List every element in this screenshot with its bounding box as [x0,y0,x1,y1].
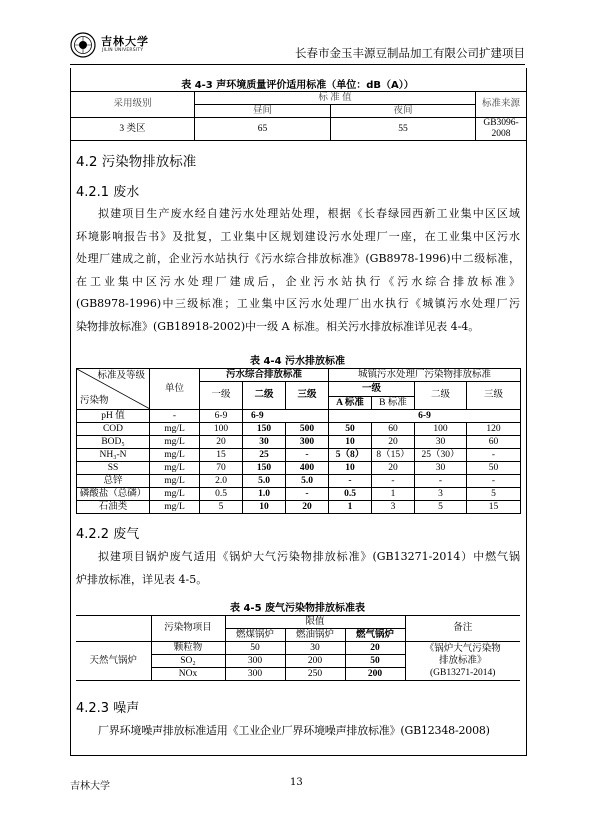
col-coal: 燃煤锅炉 [225,629,285,642]
pollutant-name: 石油类 [77,501,150,514]
pollutant-value: 100 [415,423,467,436]
pollutant-value: 20 [200,436,243,449]
paragraph-line: 染物排放标准》(GB18918-2002)中一级 A 标准。相关污水排放标准详见表 4-4。 [76,319,480,333]
table-4-5-caption: 表 4-5 废气污染物排放标准表 [229,603,366,614]
section-4-2-2-heading: 4.2.2 废气 [76,527,140,542]
section-4-2-1-heading: 4.2.1 废水 [76,185,140,200]
pollutant-value: 70 [200,462,243,475]
table-row [77,423,521,436]
pollutant-value: 5 [467,488,521,501]
table-row [77,501,521,514]
pollutant-value: 10 [243,501,286,514]
g2-b-standard: B 标准 [372,397,415,410]
section-4-2-3-heading: 4.2.3 噪声 [76,701,140,716]
pollutant-unit: mg/L [150,423,200,436]
paragraph-line: 炉排放标准，详见表 4-5。 [76,572,208,586]
diag-top-label: 标准及等级 [97,371,145,381]
pollutant-value: 120 [467,423,521,436]
pollutant-value: 25 [243,449,286,462]
pollutant-value: 1.0 [243,488,286,501]
cell-level: 3 类区 [71,118,195,141]
logo-subtitle: JILIN UNIVERSITY [102,48,144,53]
col-oil: 燃油锅炉 [285,629,345,642]
row-ph-v2: 6-9 [243,410,329,423]
row-name: NOx [151,668,225,681]
pollutant-value: 150 [243,462,286,475]
row-ph-v4: 6-9 [329,410,521,423]
table-row [77,449,521,462]
row-oil: 30 [285,642,345,655]
pollutant-value: 5（8） [329,449,372,462]
pollutant-value: 300 [286,436,329,449]
row-gas: 20 [345,642,405,655]
paragraph-line: 厂界环境噪声排放标准适用《工业企业厂界环境噪声排放标准》(GB12348-2008) [98,724,490,737]
pollutant-value: - [372,475,415,488]
col-gas: 燃气锅炉 [345,629,405,642]
table-4-4-body [77,423,521,514]
boiler-type: 天然气锅炉 [76,642,151,681]
pollutant-unit: mg/L [150,475,200,488]
group-integrated-standard: 污水综合排放标准 [200,369,329,382]
note-line: 《锅炉大气污染物 [424,644,501,654]
university-logo [70,30,190,62]
g2-level-3: 三级 [467,382,521,410]
row-name: SO₂ [151,655,225,668]
pollutant-value: 50 [329,423,372,436]
g2-level-1: 一级 [329,382,415,397]
g2-a-standard: A 标准 [329,397,372,410]
wastewater-paragraph [76,203,520,339]
table-4-5 [76,615,520,681]
pollutant-name: 总锌 [77,475,150,488]
g2-level-2: 二级 [415,382,467,410]
pollutant-value: 15 [200,449,243,462]
pollutant-value: 8（15） [372,449,415,462]
pollutant-value: - [467,475,521,488]
table-row [77,462,521,475]
paragraph-line: 环境影响报告书》及批复，工业集中区规划建设污水处理厂一座，在工业集中区污水 [76,229,520,243]
pollutant-value: - [286,449,329,462]
col-item: 污染物项目 [151,616,225,642]
pollutant-value: 20 [286,501,329,514]
pollutant-unit: mg/L [150,436,200,449]
footer-org: 吉林大学 [70,781,110,792]
col-note: 备注 [405,616,520,642]
row-gas: 50 [345,655,405,668]
pollutant-value: 5 [415,501,467,514]
paragraph-line: 拟建项目生产废水经自建污水处理站处理，根据《长春绿园西新工业集中区区域 [98,207,520,220]
section-4-2-heading: 4.2 污染物排放标准 [76,154,197,170]
cell-day: 65 [195,118,331,141]
noise-paragraph [76,720,520,743]
blank-cell [76,616,151,642]
pollutant-value: 400 [286,462,329,475]
pollutant-value: 30 [243,436,286,449]
pollutant-value: 5.0 [243,475,286,488]
row-oil: 200 [285,655,345,668]
page-header [70,30,525,65]
col-limit: 限值 [225,616,405,629]
row-coal: 300 [225,668,285,681]
pollutant-value: 2.0 [200,475,243,488]
note-line: (GB13271-2014) [430,668,496,678]
table-row [77,475,521,488]
pollutant-value: 25（30） [415,449,467,462]
col-day: 昼间 [195,105,331,118]
pollutant-value: 10 [329,462,372,475]
row-gas: 200 [345,668,405,681]
project-title: 长春市金玉丰源豆制品加工有限公司扩建项目 [295,46,525,60]
pollutant-value: - [467,449,521,462]
table-4-4 [76,368,521,514]
pollutant-name: COD [77,423,150,436]
pollutant-name: BOD₅ [77,436,150,449]
pollutant-unit: mg/L [150,501,200,514]
pollutant-value: 20 [372,436,415,449]
paragraph-line: (GB8978-1996)中三级标准；工业集中区污水处理厂出水执行《城镇污水处理厂污 [76,297,520,311]
cell-source: GB3096-2008 [476,118,527,141]
group-urban-standard: 城镇污水处理厂污染物排放标准 [329,369,521,382]
pollutant-name: NH₃-N [77,449,150,462]
pollutant-value: - [329,475,372,488]
pollutant-name: SS [77,462,150,475]
diagonal-header-cell [77,369,150,410]
pollutant-value: 15 [467,501,521,514]
pollutant-value: 3 [415,488,467,501]
row-oil: 250 [285,668,345,681]
row-ph-v1: 6-9 [200,410,243,423]
col-unit: 单位 [150,369,200,410]
pollutant-value: 0.5 [329,488,372,501]
row-coal: 300 [225,655,285,668]
pollutant-value: 30 [415,436,467,449]
pollutant-value: 30 [415,462,467,475]
row-coal: 50 [225,642,285,655]
row-ph-unit: - [150,410,200,423]
table-4-3-caption: 表 4-3 声环境质量评价适用标准（单位：dB（A）） [181,80,414,91]
pollutant-value: 20 [372,462,415,475]
col-value: 标 准 值 [195,92,476,105]
pollutant-name: 磷酸盐（总磷） [77,488,150,501]
row-name: 颗粒物 [151,642,225,655]
pollutant-value: 150 [243,423,286,436]
paragraph-line: 处理厂建成之前，企业污水站执行《污水综合排放标准》(GB8978-1996)中二级标准， [76,252,520,266]
air-paragraph [76,546,520,591]
pollutant-value: 1 [372,488,415,501]
pollutant-value: 500 [286,423,329,436]
page-number: 13 [290,777,303,788]
table-4-4-caption: 表 4-4 污水排放标准 [249,356,346,367]
pollutant-value: 60 [467,436,521,449]
logo-name: 吉林大学 [101,35,149,48]
university-seal-icon [70,32,96,58]
pollutant-value: 3 [372,501,415,514]
g1-level-1: 一级 [200,382,243,410]
pollutant-value: 0.5 [200,488,243,501]
cell-night: 55 [331,118,476,141]
table-row [77,488,521,501]
paragraph-line: 拟建项目锅炉废气适用《锅炉大气污染物排放标准》(GB13271-2014）中燃气锅 [98,550,520,563]
pollutant-value: 60 [372,423,415,436]
pollutant-value: 1 [329,501,372,514]
table-row [77,436,521,449]
table-4-3 [70,91,527,141]
pollutant-unit: mg/L [150,488,200,501]
note-line: 排放标准》 [438,656,487,666]
pollutant-value: 5.0 [286,475,329,488]
g1-level-2: 二级 [243,382,286,410]
note-cell [405,642,520,681]
pollutant-value: - [286,488,329,501]
col-level: 采用级别 [71,92,195,118]
pollutant-value: 10 [329,436,372,449]
pollutant-value: 5 [200,501,243,514]
paragraph-line: 在工业集中区污水处理厂建成后，企业污水站执行《污水综合排放标准》 [76,274,520,288]
pollutant-unit: mg/L [150,462,200,475]
row-ph-name: pH 值 [77,410,150,423]
pollutant-value: 50 [467,462,521,475]
diag-bottom-label: 污染物 [80,396,109,406]
col-night: 夜间 [331,105,476,118]
pollutant-value: 100 [200,423,243,436]
pollutant-unit: mg/L [150,449,200,462]
pollutant-value: - [415,475,467,488]
g1-level-3: 三级 [286,382,329,410]
col-source: 标准来源 [476,92,527,118]
